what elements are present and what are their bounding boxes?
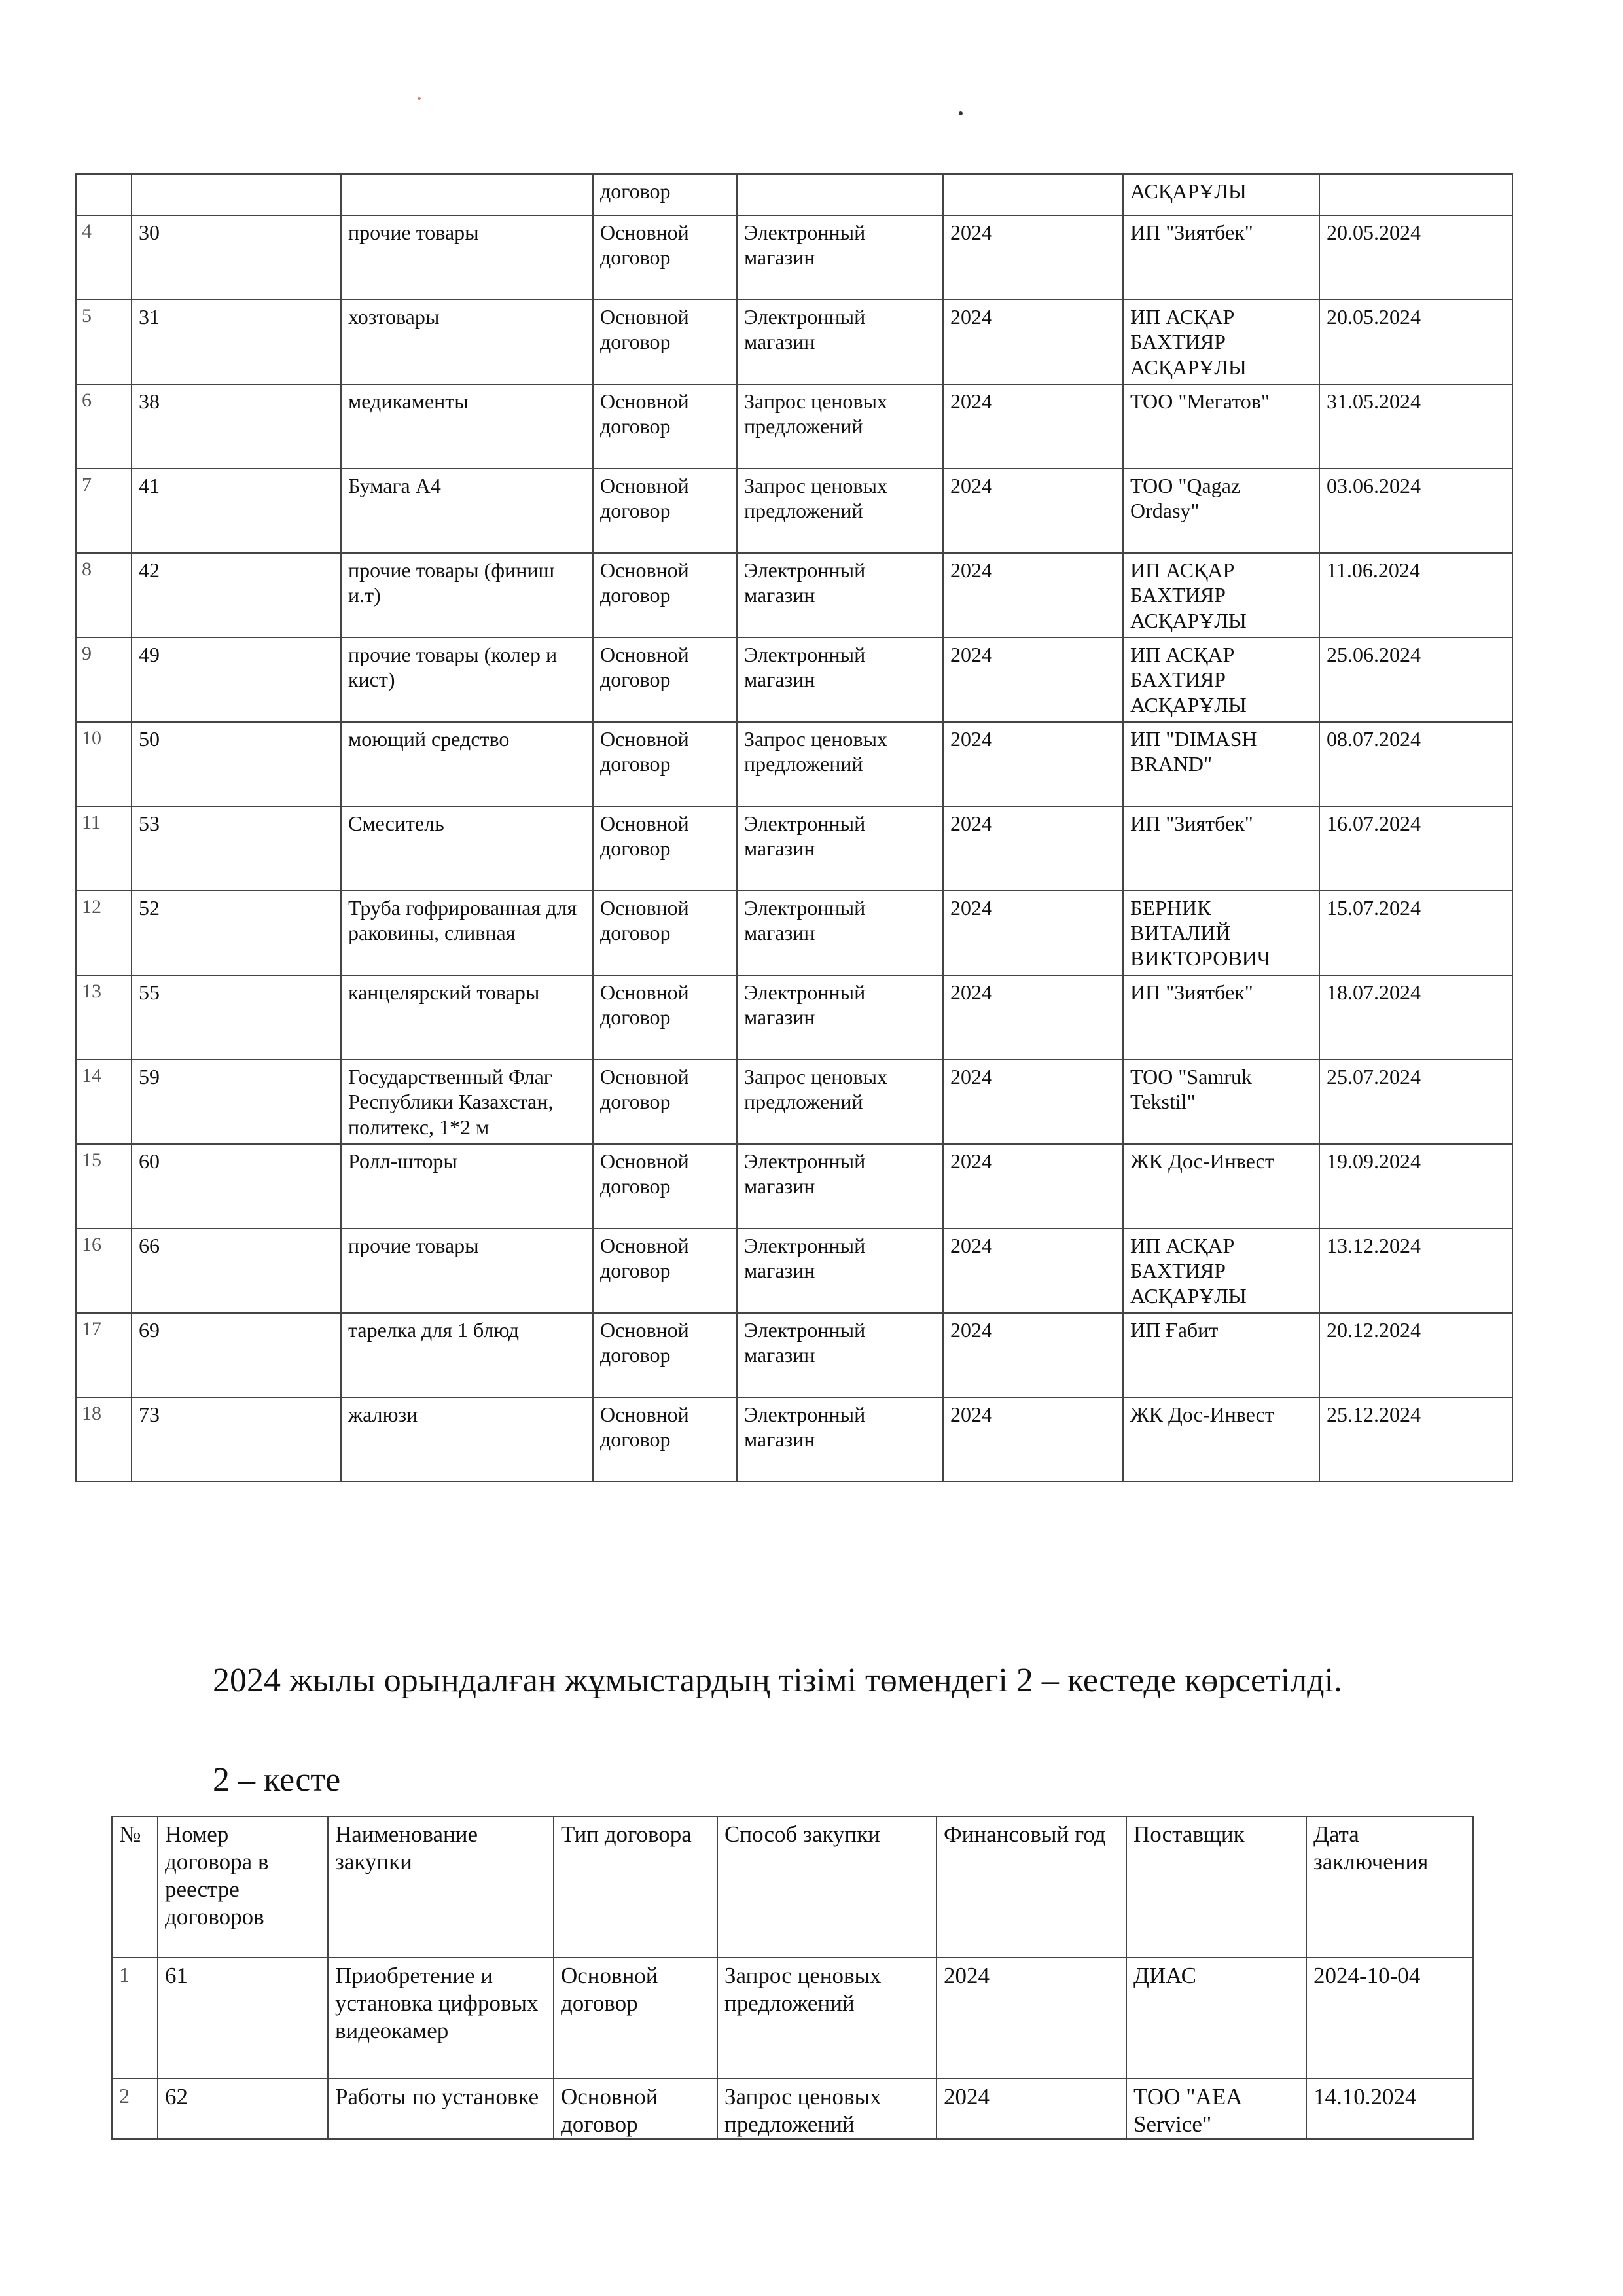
table-cell-year: 2024: [943, 1313, 1123, 1397]
table-cell-year: 2024: [943, 891, 1123, 975]
section-caption: 2024 жылы орындалған жұмыстардың тізімі төмендегі 2 – кестеде көрсетілді.: [213, 1662, 1343, 1699]
table-row: [76, 1397, 1512, 1482]
table-row: [76, 300, 1512, 384]
table-cell-date: 11.06.2024: [1319, 553, 1512, 637]
table-cell-reg: 31: [132, 300, 341, 384]
table-cell: договор: [593, 174, 737, 215]
table-cell-method: Электронный магазин: [737, 891, 943, 975]
table-cell-year: 2024: [943, 1397, 1123, 1482]
table-cell-n: 12: [76, 891, 132, 975]
table-cell-name: прочие товары: [341, 1229, 593, 1313]
table-cell-year: 2024: [943, 553, 1123, 637]
table-cell-n: 16: [76, 1229, 132, 1313]
table-cell-date: 20.12.2024: [1319, 1313, 1512, 1397]
table-row: [76, 637, 1512, 722]
table-cell: [76, 174, 132, 215]
table-cell: [737, 174, 943, 215]
table-header-row: [112, 1816, 1473, 1958]
table-cell: [943, 174, 1123, 215]
table-cell-type: Основной договор: [593, 1060, 737, 1144]
table-row: [76, 1229, 1512, 1313]
table-row: [76, 469, 1512, 553]
table-cell-year: 2024: [943, 1229, 1123, 1313]
table-cell-method: Запрос ценовых предложений: [737, 1060, 943, 1144]
column-header: Дата заключения: [1306, 1816, 1473, 1958]
table-cell-n: 9: [76, 637, 132, 722]
table-cell-supplier: ДИАС: [1126, 1958, 1306, 2079]
table-cell-reg: 50: [132, 722, 341, 806]
column-header: Наименование закупки: [328, 1816, 554, 1958]
table-row: [76, 891, 1512, 975]
table-cell-supplier: ИП АСҚАР БАХТИЯР АСҚАРҰЛЫ: [1123, 637, 1319, 722]
table-cell-name: Труба гофрированная для раковины, сливная: [341, 891, 593, 975]
table-cell-method: Электронный магазин: [737, 1144, 943, 1229]
table-cell-name: Бумага А4: [341, 469, 593, 553]
table-cell-n: 6: [76, 384, 132, 469]
table-cell-name: тарелка для 1 блюд: [341, 1313, 593, 1397]
table-row: [112, 1958, 1473, 2079]
table-cell-method: Электронный магазин: [737, 215, 943, 300]
table-cell-date: 18.07.2024: [1319, 975, 1512, 1060]
table-cell-method: Электронный магазин: [737, 300, 943, 384]
table-cell-date: 16.07.2024: [1319, 806, 1512, 891]
table-cell-n: 4: [76, 215, 132, 300]
table-cell-year: 2024: [943, 1144, 1123, 1229]
table-cell-date: 14.10.2024: [1306, 2079, 1473, 2139]
table-cell-method: Запрос ценовых предложений: [717, 2079, 936, 2139]
table-cell-supplier: ТОО "AEA Service": [1126, 2079, 1306, 2139]
table-cell-n: 18: [76, 1397, 132, 1482]
table-row: [76, 215, 1512, 300]
table-cell-n: 13: [76, 975, 132, 1060]
scan-speck: [418, 97, 421, 100]
table-cell-n: 10: [76, 722, 132, 806]
table-cell-supplier: ТОО "Samruk Tekstil": [1123, 1060, 1319, 1144]
table-cell-reg: 60: [132, 1144, 341, 1229]
table-cell-type: Основной договор: [593, 891, 737, 975]
table-cell-type: Основной договор: [593, 1313, 737, 1397]
table-cell-date: 20.05.2024: [1319, 300, 1512, 384]
table-cell-year: 2024: [943, 384, 1123, 469]
table-cell-date: 03.06.2024: [1319, 469, 1512, 553]
table-cell-date: 2024-10-04: [1306, 1958, 1473, 2079]
table-cell-supplier: ЖК Дос-Инвест: [1123, 1144, 1319, 1229]
purchases-table-1: [75, 173, 1513, 1482]
table-cell-date: 15.07.2024: [1319, 891, 1512, 975]
table-cell-name: канцелярский товары: [341, 975, 593, 1060]
table-cell-year: 2024: [936, 1958, 1126, 2079]
table-cell-supplier: ЖК Дос-Инвест: [1123, 1397, 1319, 1482]
table-cell-n: 1: [112, 1958, 158, 2079]
table-cell-date: 19.09.2024: [1319, 1144, 1512, 1229]
table-row-continuation: [76, 174, 1512, 215]
table-cell-n: 14: [76, 1060, 132, 1144]
table-cell-name: прочие товары (финиш и.т): [341, 553, 593, 637]
table-row: [76, 806, 1512, 891]
table-cell-method: Электронный магазин: [737, 806, 943, 891]
table-cell-n: 15: [76, 1144, 132, 1229]
table-cell-n: 11: [76, 806, 132, 891]
table-row: [76, 553, 1512, 637]
table-cell-method: Электронный магазин: [737, 1397, 943, 1482]
table-cell-type: Основной договор: [593, 1229, 737, 1313]
table-row: [76, 975, 1512, 1060]
table-cell: [1319, 174, 1512, 215]
column-header: Номер договора в реестре договоров: [158, 1816, 328, 1958]
table-cell-reg: 66: [132, 1229, 341, 1313]
table-cell-name: медикаменты: [341, 384, 593, 469]
table-cell-name: жалюзи: [341, 1397, 593, 1482]
table-cell-date: 13.12.2024: [1319, 1229, 1512, 1313]
table-cell-reg: 30: [132, 215, 341, 300]
table-cell-type: Основной договор: [593, 637, 737, 722]
table-cell-reg: 73: [132, 1397, 341, 1482]
table-cell-n: 7: [76, 469, 132, 553]
table-cell-name: Смеситель: [341, 806, 593, 891]
table-cell-reg: 41: [132, 469, 341, 553]
table-cell-reg: 52: [132, 891, 341, 975]
table-cell-method: Запрос ценовых предложений: [737, 722, 943, 806]
table-cell-reg: 55: [132, 975, 341, 1060]
table-cell-year: 2024: [943, 637, 1123, 722]
table-cell-supplier: ИП АСҚАР БАХТИЯР АСҚАРҰЛЫ: [1123, 553, 1319, 637]
table-title: 2 – кесте: [213, 1761, 341, 1799]
table-cell-reg: 38: [132, 384, 341, 469]
table-cell-method: Электронный магазин: [737, 1229, 943, 1313]
table-cell-type: Основной договор: [593, 722, 737, 806]
table-cell-date: 25.07.2024: [1319, 1060, 1512, 1144]
table-cell-type: Основной договор: [593, 300, 737, 384]
table-cell-reg: 62: [158, 2079, 328, 2139]
table-cell-supplier: ИП "Зиятбек": [1123, 975, 1319, 1060]
table-row: [76, 1060, 1512, 1144]
table-cell-name: Приобретение и установка цифровых видеокамер: [328, 1958, 554, 2079]
column-header: Поставщик: [1126, 1816, 1306, 1958]
table-cell-name: моющий средство: [341, 722, 593, 806]
table-cell: [341, 174, 593, 215]
table-cell-supplier: ТОО "Qagaz Ordasy": [1123, 469, 1319, 553]
table-cell-type: Основной договор: [593, 806, 737, 891]
table-cell-date: 25.12.2024: [1319, 1397, 1512, 1482]
table-cell-reg: 59: [132, 1060, 341, 1144]
table-cell-supplier: ИП АСҚАР БАХТИЯР АСҚАРҰЛЫ: [1123, 300, 1319, 384]
table-cell-year: 2024: [943, 806, 1123, 891]
table-cell-type: Основной договор: [593, 553, 737, 637]
table-cell-year: 2024: [943, 722, 1123, 806]
table-cell-date: 08.07.2024: [1319, 722, 1512, 806]
table-cell-type: Основной договор: [593, 469, 737, 553]
table-cell-year: 2024: [936, 2079, 1126, 2139]
table-cell-name: Работы по установке: [328, 2079, 554, 2139]
table-cell-method: Запрос ценовых предложений: [717, 1958, 936, 2079]
table-row: [76, 1313, 1512, 1397]
table-cell-type: Основной договор: [593, 1144, 737, 1229]
column-header: Тип договора: [554, 1816, 717, 1958]
table-cell-name: Ролл-шторы: [341, 1144, 593, 1229]
table-cell-type: Основной договор: [593, 1397, 737, 1482]
table-cell-year: 2024: [943, 975, 1123, 1060]
column-header: №: [112, 1816, 158, 1958]
table-cell-year: 2024: [943, 1060, 1123, 1144]
table-cell-name: прочие товары (колер и кист): [341, 637, 593, 722]
table-cell-type: Основной договор: [593, 384, 737, 469]
table-cell-year: 2024: [943, 469, 1123, 553]
table-cell-name: хозтовары: [341, 300, 593, 384]
table-cell-n: 5: [76, 300, 132, 384]
table-cell-method: Запрос ценовых предложений: [737, 384, 943, 469]
table-cell-type: Основной договор: [554, 2079, 717, 2139]
scan-speck: [959, 111, 963, 115]
table-cell-n: 2: [112, 2079, 158, 2139]
table-cell-date: 25.06.2024: [1319, 637, 1512, 722]
table-cell-date: 20.05.2024: [1319, 215, 1512, 300]
table-cell-date: 31.05.2024: [1319, 384, 1512, 469]
table-row: [76, 722, 1512, 806]
table-cell-reg: 49: [132, 637, 341, 722]
table-row: [76, 384, 1512, 469]
table-cell-type: Основной договор: [593, 975, 737, 1060]
table-cell-supplier: ИП "Зиятбек": [1123, 215, 1319, 300]
table-cell-n: 8: [76, 553, 132, 637]
table-cell-reg: 61: [158, 1958, 328, 2079]
table-row: [112, 2079, 1473, 2139]
table-cell-year: 2024: [943, 300, 1123, 384]
table-cell-supplier: ТОО "Мегатов": [1123, 384, 1319, 469]
column-header: Финансовый год: [936, 1816, 1126, 1958]
table-cell-supplier: ИП "DIMASH BRAND": [1123, 722, 1319, 806]
table-cell-supplier: ИП "Зиятбек": [1123, 806, 1319, 891]
table-cell-reg: 53: [132, 806, 341, 891]
table-cell-supplier: БЕРНИК ВИТАЛИЙ ВИКТОРОВИЧ: [1123, 891, 1319, 975]
table-cell-name: прочие товары: [341, 215, 593, 300]
table-cell: АСҚАРҰЛЫ: [1123, 174, 1319, 215]
table-cell-type: Основной договор: [554, 1958, 717, 2079]
table-cell-type: Основной договор: [593, 215, 737, 300]
table-cell-supplier: ИП АСҚАР БАХТИЯР АСҚАРҰЛЫ: [1123, 1229, 1319, 1313]
table-row: [76, 1144, 1512, 1229]
table-cell-method: Электронный магазин: [737, 975, 943, 1060]
works-table-2: [111, 1816, 1474, 2140]
table-cell-reg: 69: [132, 1313, 341, 1397]
table-cell-supplier: ИП Ғабит: [1123, 1313, 1319, 1397]
table-cell-reg: 42: [132, 553, 341, 637]
table-cell-year: 2024: [943, 215, 1123, 300]
table-cell-n: 17: [76, 1313, 132, 1397]
table-cell: [132, 174, 341, 215]
table-cell-method: Электронный магазин: [737, 637, 943, 722]
column-header: Способ закупки: [717, 1816, 936, 1958]
table-cell-name: Государственный Флаг Республики Казахстан, политекс, 1*2 м: [341, 1060, 593, 1144]
table-cell-method: Электронный магазин: [737, 1313, 943, 1397]
table-cell-method: Запрос ценовых предложений: [737, 469, 943, 553]
table-cell-method: Электронный магазин: [737, 553, 943, 637]
